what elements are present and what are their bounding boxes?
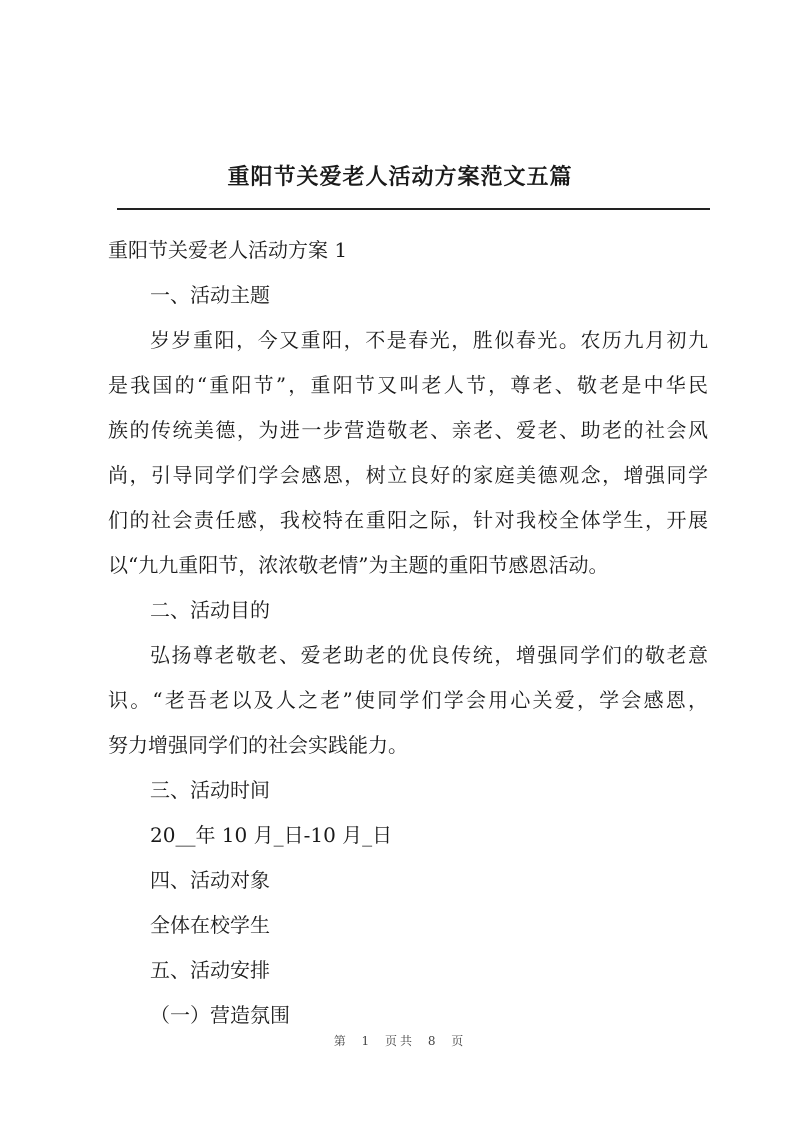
- paragraph-purpose: [108, 633, 708, 768]
- heading-activity-target: 四、活动对象: [150, 868, 270, 892]
- paragraph-line: 们的社会责任感，我校特在重阳之际，针对我校全体学生，开展: [108, 508, 708, 532]
- activity-time-value: 20__年 10 月_日-10 月_日: [150, 823, 393, 847]
- paragraph-line: 岁岁重阳，今又重阳，不是春光，胜似春光。农历九月初九: [150, 328, 708, 352]
- paragraph-line: 尚，引导同学们学会感恩，树立良好的家庭美德观念，增强同学: [108, 463, 708, 487]
- title-divider: [117, 208, 710, 210]
- heading-activity-theme: 一、活动主题: [150, 283, 270, 307]
- paragraph-line: 族的传统美德，为进一步营造敬老、亲老、爱老、助老的社会风: [108, 418, 708, 442]
- paragraph-theme: [108, 318, 708, 588]
- activity-target-value: 全体在校学生: [150, 913, 270, 937]
- document-body: [108, 228, 708, 1038]
- paragraph-line: 识。“老吾老以及人之老”使同学们学会用心关爱，学会感恩，: [108, 688, 708, 712]
- paragraph-line: 以“九九重阳节，浓浓敬老情”为主题的重阳节感恩活动。: [108, 553, 609, 577]
- section-heading-plan-1: 重阳节关爱老人活动方案 1: [108, 238, 348, 262]
- paragraph-line: 努力增强同学们的社会实践能力。: [108, 733, 408, 757]
- heading-activity-time: 三、活动时间: [150, 778, 270, 802]
- paragraph-line: 弘扬尊老敬老、爱老助老的优良传统，增强同学们的敬老意: [150, 643, 708, 667]
- paragraph-line: 是我国的“重阳节”，重阳节又叫老人节，尊老、敬老是中华民: [108, 373, 708, 397]
- subheading-create-atmosphere: （一）营造氛围: [150, 1003, 290, 1027]
- heading-activity-purpose: 二、活动目的: [150, 598, 270, 622]
- page-number-footer: 第 1 页共 8 页: [333, 1034, 467, 1048]
- document-title: 重阳节关爱老人活动方案范文五篇: [227, 164, 573, 190]
- heading-activity-arrangement: 五、活动安排: [150, 958, 270, 982]
